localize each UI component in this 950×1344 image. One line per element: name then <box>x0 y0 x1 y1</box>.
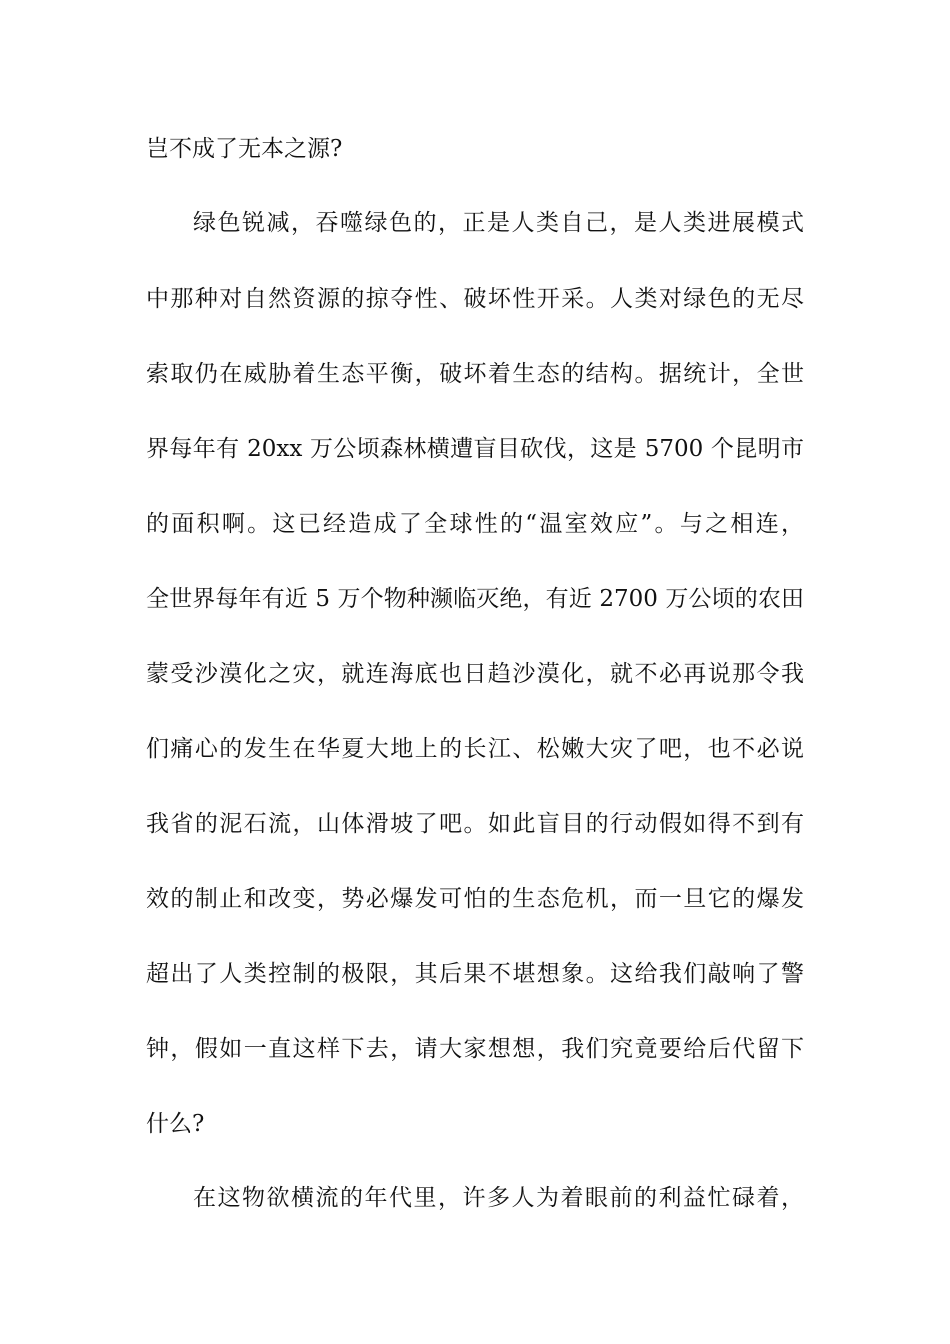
text-line: 蒙受沙漠化之灾，就连海底也日趋沙漠化，就不必再说那令我 <box>146 661 804 687</box>
paragraph-start-line: 在这物欲横流的年代里，许多人为着眼前的利益忙碌着， <box>193 1185 804 1211</box>
text-line: 钟，假如一直这样下去，请大家想想，我们究竟要给后代留下 <box>146 1036 804 1062</box>
text-line: 岂不成了无本之源? <box>146 136 343 162</box>
text-line: 中那种对自然资源的掠夺性、破坏性开采。人类对绿色的无尽 <box>146 286 804 312</box>
text-line: 的面积啊。这已经造成了全球性的“温室效应”。与之相连， <box>146 511 804 537</box>
text-line: 效的制止和改变，势必爆发可怕的生态危机，而一旦它的爆发 <box>146 886 804 912</box>
text-line: 全世界每年有近 5 万个物种濒临灭绝，有近 2700 万公顷的农田 <box>146 586 804 612</box>
text-line: 超出了人类控制的极限，其后果不堪想象。这给我们敲响了警 <box>146 961 804 987</box>
text-line: 什么? <box>146 1111 205 1137</box>
text-line: 们痛心的发生在华夏大地上的长江、松嫩大灾了吧，也不必说 <box>146 736 804 762</box>
text-line: 我省的泥石流，山体滑坡了吧。如此盲目的行动假如得不到有 <box>146 811 804 837</box>
text-line: 界每年有 20xx 万公顷森林横遭盲目砍伐，这是 5700 个昆明市 <box>146 436 804 462</box>
paragraph-start-line: 绿色锐减，吞噬绿色的，正是人类自己，是人类进展模式 <box>193 210 804 236</box>
text-line: 索取仍在威胁着生态平衡，破坏着生态的结构。据统计，全世 <box>146 361 804 387</box>
